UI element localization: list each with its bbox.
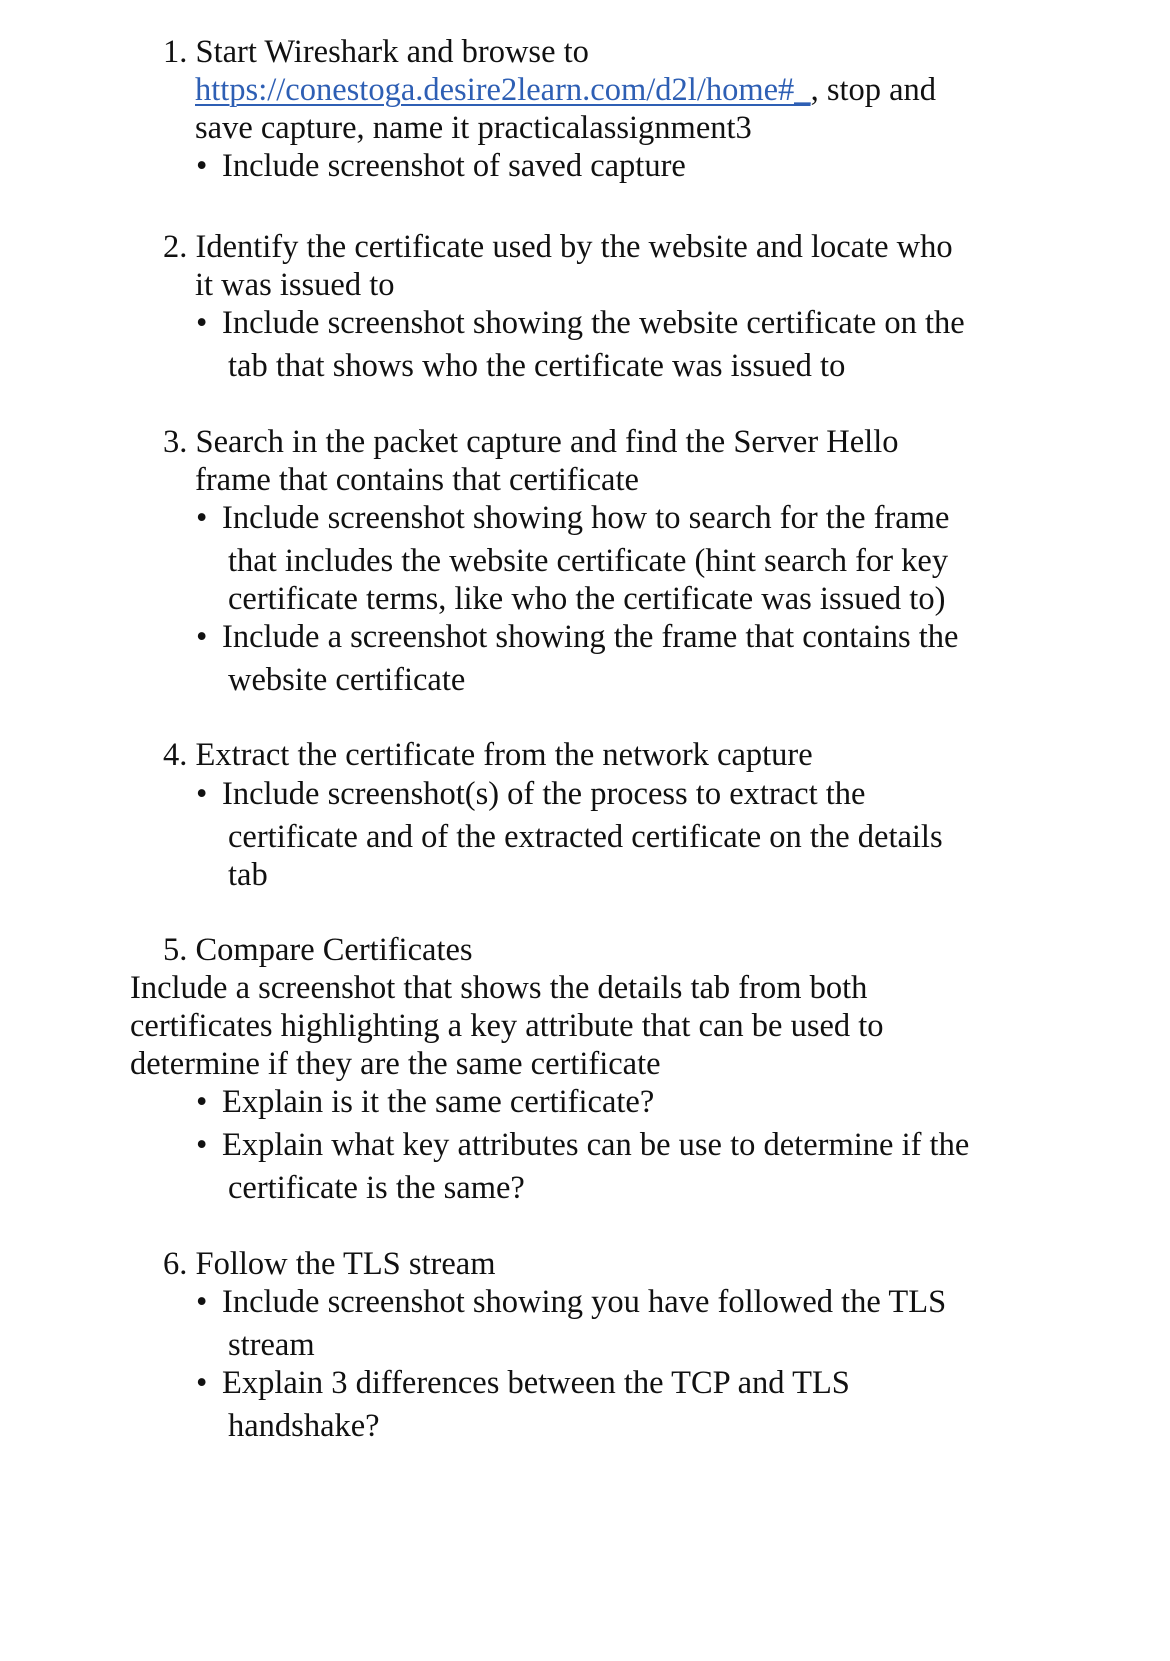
item-1-link-line bbox=[195, 70, 936, 110]
item-4-bullet-1: • Include screenshot(s) of the process to extract the bbox=[196, 776, 866, 812]
item-1-heading bbox=[163, 32, 589, 72]
item-1-extra-line: save capture, name it practicalassignment3 bbox=[195, 110, 752, 146]
item-6-number: 6. bbox=[163, 1246, 188, 1282]
bullet-icon: • bbox=[196, 776, 208, 812]
item-3-bullet-2: • Include a screenshot showing the frame that contains the bbox=[196, 619, 959, 655]
item-5-paragraph-line-3: determine if they are the same certificate bbox=[130, 1046, 661, 1082]
item-6-bullet-1: • Include screenshot showing you have followed the TLS bbox=[196, 1284, 947, 1320]
item-4-bullet-1-cont-1: certificate and of the extracted certificate on the details bbox=[228, 819, 943, 855]
item-1-link-suffix: , stop and bbox=[810, 72, 937, 108]
bullet-icon: • bbox=[196, 148, 208, 184]
item-3-number: 3. bbox=[163, 424, 188, 460]
item-6-heading: 6. Follow the TLS stream bbox=[163, 1246, 496, 1282]
item-6-bullet-2: • Explain 3 differences between the TCP and TLS bbox=[196, 1365, 850, 1401]
item-3-bullet-2-cont: website certificate bbox=[228, 662, 466, 698]
item-4-heading: 4. Extract the certificate from the network capture bbox=[163, 737, 813, 773]
item-4-bullet-1-cont-2: tab bbox=[228, 857, 268, 893]
item-2-bullet-1: • Include screenshot showing the website certificate on the bbox=[196, 305, 965, 341]
item-5-bullet-1: • Explain is it the same certificate? bbox=[196, 1084, 655, 1120]
bullet-icon: • bbox=[196, 1365, 208, 1401]
item-3-bullet-1: • Include screenshot showing how to search for the frame bbox=[196, 500, 950, 536]
item-3-line-2: frame that contains that certificate bbox=[195, 462, 639, 498]
item-3-bullet-1-cont-1: that includes the website certificate (hint search for key bbox=[228, 543, 949, 579]
item-5-heading: 5. Compare Certificates bbox=[163, 932, 473, 968]
bullet-icon: • bbox=[196, 305, 208, 341]
bullet-icon: • bbox=[196, 1284, 208, 1320]
item-2-heading: 2. Identify the certificate used by the website and locate who bbox=[163, 229, 953, 265]
item-3-heading: 3. Search in the packet capture and find the Server Hello bbox=[163, 424, 899, 460]
item-4-number: 4. bbox=[163, 737, 188, 773]
item-2-line-2: it was issued to bbox=[195, 267, 395, 303]
bullet-icon: • bbox=[196, 1084, 208, 1120]
desire2learn-link[interactable]: https://conestoga.desire2learn.com/d2l/home#_ bbox=[195, 72, 811, 108]
item-3-bullet-1-cont-2: certificate terms, like who the certificate was issued to) bbox=[228, 581, 946, 617]
item-5-paragraph-line-1: Include a screenshot that shows the details tab from both bbox=[130, 970, 868, 1006]
item-6-bullet-2-cont: handshake? bbox=[228, 1408, 380, 1444]
item-2-bullet-1-cont: tab that shows who the certificate was issued to bbox=[228, 348, 846, 384]
item-1-bullet-1: • Include screenshot of saved capture bbox=[196, 148, 686, 184]
bullet-icon: • bbox=[196, 619, 208, 655]
item-5-paragraph-line-2: certificates highlighting a key attribute that can be used to bbox=[130, 1008, 884, 1044]
item-1-number: 1. bbox=[163, 34, 188, 70]
item-6-bullet-1-cont: stream bbox=[228, 1327, 315, 1363]
item-5-bullet-2: • Explain what key attributes can be use to determine if the bbox=[196, 1127, 970, 1163]
item-5-bullet-2-cont: certificate is the same? bbox=[228, 1170, 525, 1206]
item-1-text: Start Wireshark and browse to bbox=[195, 34, 589, 70]
bullet-icon: • bbox=[196, 500, 208, 536]
item-2-number: 2. bbox=[163, 229, 188, 265]
bullet-icon: • bbox=[196, 1127, 208, 1163]
item-5-number: 5. bbox=[163, 932, 188, 968]
